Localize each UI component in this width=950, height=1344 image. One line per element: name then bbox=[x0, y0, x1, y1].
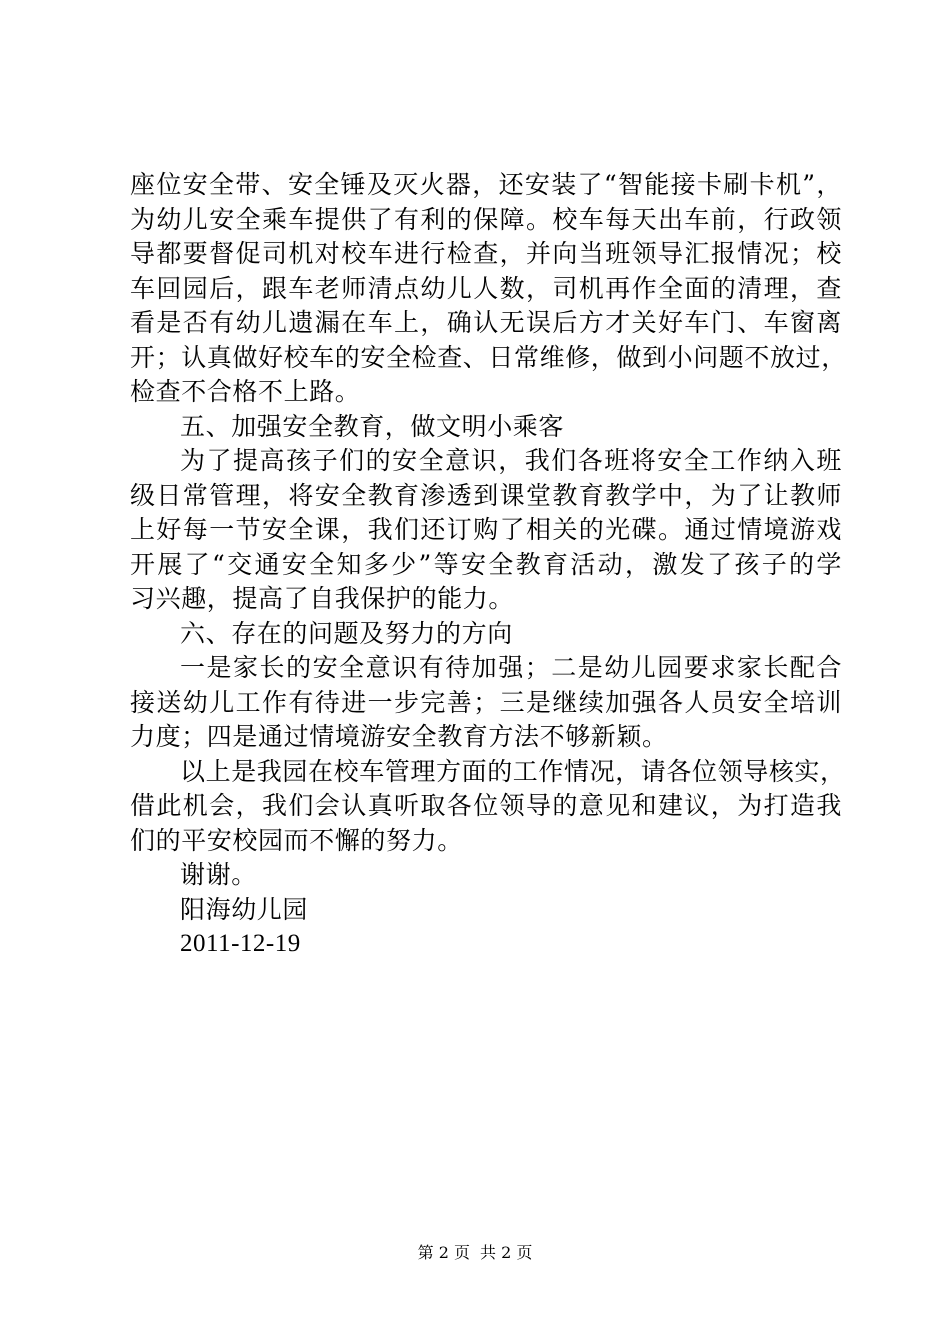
paragraph-line: 车回园后，跟车老师清点幼儿人数，司机再作全面的清理，查 bbox=[130, 273, 842, 303]
page-number: 第 2 页 bbox=[417, 1243, 470, 1262]
paragraph-line: 级日常管理，将安全教育渗透到课堂教育教学中，为了让教师 bbox=[130, 480, 842, 510]
paragraph-line: 开；认真做好校车的安全检查、日常维修，做到小问题不放过， bbox=[130, 342, 847, 372]
page-total: 共 2 页 bbox=[480, 1243, 533, 1262]
paragraph-line: 检查不合格不上路。 bbox=[130, 377, 361, 406]
paragraph-line: 接送幼儿工作有待进一步完善；三是继续加强各人员安全培训 bbox=[130, 687, 842, 717]
paragraph-line: 以上是我园在校车管理方面的工作情况，请各位领导核实， bbox=[180, 756, 846, 786]
signature-date: 2011-12-19 bbox=[180, 930, 301, 957]
paragraph-line: 上好每一节安全课，我们还订购了相关的光碟。通过情境游戏 bbox=[130, 515, 842, 544]
paragraph-line: 一是家长的安全意识有待加强；二是幼儿园要求家长配合 bbox=[180, 653, 842, 682]
section-heading: 六、存在的问题及努力的方向 bbox=[180, 618, 513, 648]
paragraph-line: 座位安全带、安全锤及灭火器，还安装了“智能接卡刷卡机”， bbox=[130, 170, 842, 199]
page-footer bbox=[0, 1243, 950, 1263]
paragraph-line: 习兴趣，提高了自我保护的能力。 bbox=[130, 584, 515, 613]
section-heading: 五、加强安全教育，做文明小乘客 bbox=[180, 411, 565, 441]
paragraph-line: 们的平安校园而不懈的努力。 bbox=[130, 825, 463, 855]
document-body bbox=[130, 168, 847, 962]
paragraph-line: 力度；四是通过情境游安全教育方法不够新颖。 bbox=[130, 722, 668, 751]
paragraph-line: 借此机会，我们会认真听取各位领导的意见和建议，为打造我 bbox=[130, 791, 842, 820]
paragraph-line: 为了提高孩子们的安全意识，我们各班将安全工作纳入班 bbox=[180, 446, 842, 475]
signature-organization: 阳海幼儿园 bbox=[180, 894, 309, 924]
closing-thanks: 谢谢。 bbox=[180, 860, 257, 889]
paragraph-line: 导都要督促司机对校车进行检查，并向当班领导汇报情况；校 bbox=[130, 239, 842, 268]
paragraph-line: 为幼儿安全乘车提供了有利的保障。校车每天出车前，行政领 bbox=[130, 204, 842, 234]
paragraph-line: 开展了“交通安全知多少”等安全教育活动，激发了孩子的学 bbox=[130, 549, 842, 579]
paragraph-line: 看是否有幼儿遗漏在车上，确认无误后方才关好车门、车窗离 bbox=[130, 308, 842, 337]
